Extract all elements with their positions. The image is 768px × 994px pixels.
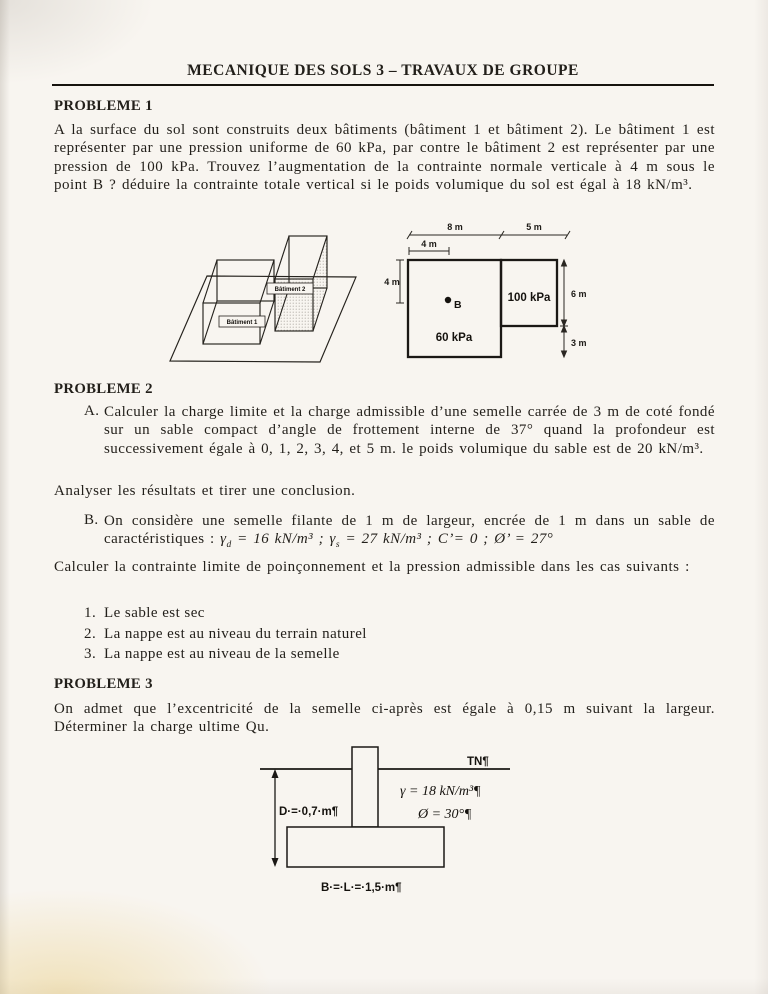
list-item [84, 605, 367, 626]
list-item [84, 626, 367, 647]
title-underline [52, 84, 714, 86]
dim-8m: 8 m [447, 222, 463, 232]
probleme1-paragraph: A la surface du sol sont construits deux bâtiments (bâtiment 1 et bâtiment 2). Le bâtiment 1 est représenter par une pression uniforme de 60 kPa, par contre le bâtiment 2 est représenter par une pression de 100 kPa. Trouvez l’augmentation de la contrainte normale verticale à 4 m sous le point B ? déduire la contrainte totale vertical si le poids volumique du sol est égal à 18 kN/m³. [54, 122, 715, 193]
case-2-text: La nappe est au niveau du terrain naturel [104, 625, 367, 642]
depth-label: D·=·0,7·m¶ [279, 806, 339, 818]
dim-4m-left: 4 m [384, 277, 400, 287]
column-outline [352, 747, 378, 827]
probleme2-note: Analyser les résultats et tirer une conclusion. [54, 483, 356, 499]
gamma-soil-label: γ = 18 kN/m³¶ [400, 784, 481, 799]
probleme2-heading: PROBLEME 2 [54, 381, 153, 397]
case-2-number: 2. [84, 625, 97, 642]
svg-text:Bâtiment 1: Bâtiment 1 [226, 320, 258, 326]
dim-line-top [407, 231, 570, 239]
probleme1-heading: PROBLEME 1 [54, 98, 153, 114]
gamma-d-subscript: d [226, 540, 232, 551]
gamma-s-symbol: γ [329, 531, 336, 548]
dim-3m: 3 m [571, 338, 587, 348]
point-b-marker [445, 297, 451, 303]
probleme3-heading: PROBLEME 3 [54, 676, 153, 692]
building1-label [219, 316, 265, 327]
building2-label [267, 283, 313, 294]
gamma-d-symbol: γ [220, 531, 227, 548]
footing-outline [287, 827, 444, 867]
document-title: MECANIQUE DES SOLS 3 – TRAVAUX DE GROUPE [187, 62, 579, 79]
pressure-60kpa: 60 kPa [435, 332, 473, 344]
probleme2-item-a [84, 403, 715, 458]
figure-footing [245, 736, 525, 898]
dim-line-right [560, 260, 568, 357]
item-a-label: A. [84, 403, 100, 419]
case-1-number: 1. [84, 605, 97, 621]
probleme2-calc-paragraph: Calculer la contrainte limite de poinçonnement et la pression admissible dans les cas suivants : [54, 559, 690, 575]
gamma-s-subscript: s [335, 540, 341, 551]
phi-soil-label: Ø = 30°¶ [418, 807, 472, 822]
item-a-text: Calculer la charge limite et la charge admissible d’une semelle carrée de 3 m de coté fondé sur un sable compact d’angle de frottement interne de 37° quand la profondeur est successivement égale à 0, 1, 2, 3, 4, et 5 m. le poids volumique du sable est de 20 kN/m³. [104, 404, 715, 457]
point-b-label: B [454, 299, 462, 311]
item-b-intro: On considère une semelle filante de 1 m de largeur, encrée de 1 m dans un sable de caractéristiques : [104, 513, 715, 548]
footing-width-label: B·=·L·=·1,5·m¶ [321, 882, 402, 894]
building1-wireframe [203, 260, 274, 344]
probleme2-cases-list [84, 605, 367, 667]
case-3-number: 3. [84, 646, 97, 663]
case-1-text: Le sable est sec [104, 605, 205, 621]
probleme3-paragraph: On admet que l’excentricité de la semelle ci-après est égale à 0,15 m suivant la largeur. Déterminer la charge ultime Qu. [54, 701, 715, 736]
figure-plan-view [383, 221, 593, 373]
item-b-text [104, 512, 715, 549]
list-item [84, 646, 367, 667]
pressure-100kpa: 100 kPa [507, 292, 551, 304]
dim-6m: 6 m [571, 289, 587, 299]
gamma-d-value: = 16 kN/m³ ; [231, 531, 330, 548]
gamma-s-value: = 27 kN/m³ ; C’= 0 ; Ø’ = 27° [340, 531, 554, 548]
dim-5m: 5 m [526, 222, 542, 232]
figure-3d-buildings [160, 227, 365, 377]
item-b-label: B. [84, 512, 99, 528]
case-3-text: La nappe est au niveau de la semelle [104, 646, 340, 663]
svg-text:Bâtiment 2: Bâtiment 2 [274, 287, 306, 293]
depth-arrow [272, 769, 279, 867]
probleme2-item-b [84, 512, 715, 549]
dim-4m-inner: 4 m [421, 239, 437, 249]
ground-tn-label: TN¶ [467, 756, 489, 768]
